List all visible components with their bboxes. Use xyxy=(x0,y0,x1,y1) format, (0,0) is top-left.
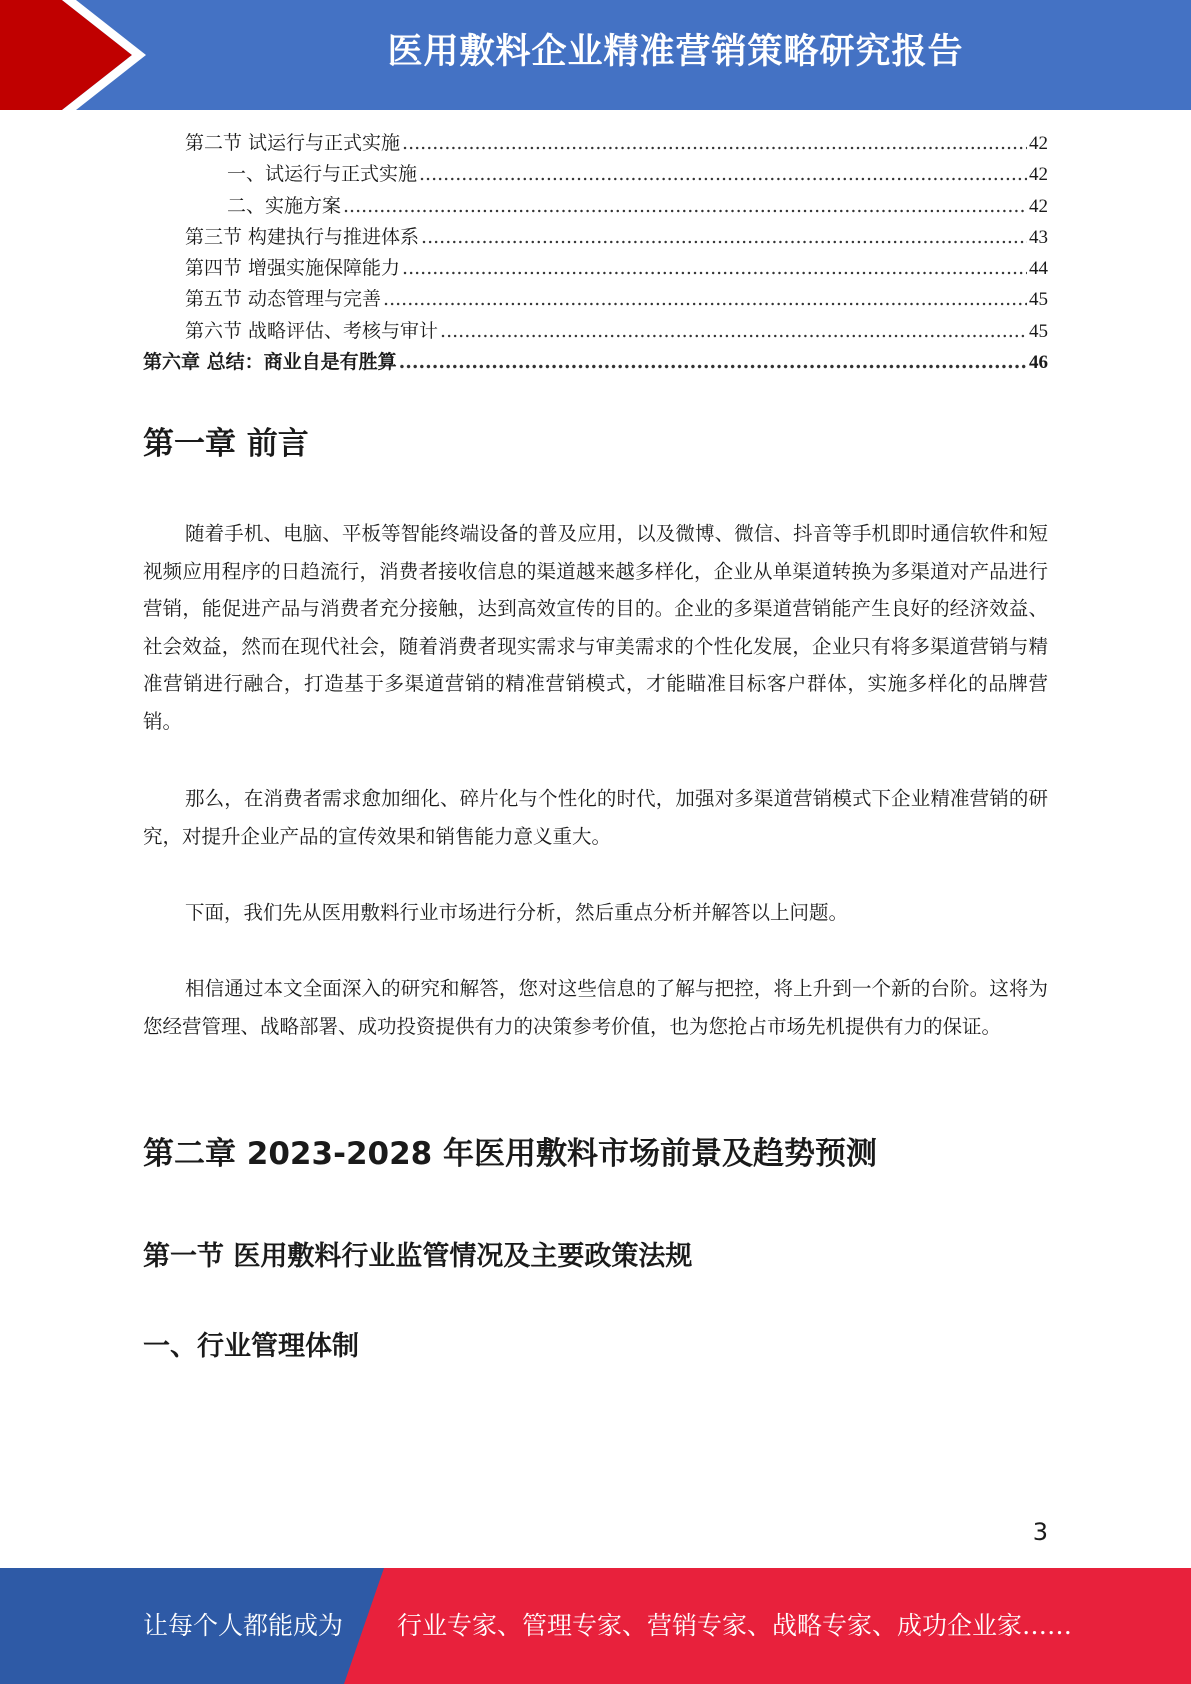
toc-entry[interactable] xyxy=(143,222,1048,253)
page-number: 3 xyxy=(1032,1518,1048,1546)
toc-entry-label: 第三节 构建执行与推进体系 xyxy=(185,225,420,248)
toc-entry[interactable] xyxy=(143,191,1048,222)
subsection-heading: 一、行业管理体制 xyxy=(143,1331,359,1362)
toc-entry-label: 一、试运行与正式实施 xyxy=(227,163,418,186)
paragraph: 相信通过本文全面深入的研究和解答，您对这些信息的了解与把控，将上升到一个新的台阶。这将为您经营管理、战略部署、成功投资提供有力的决策参考价值，也为您抢占市场先机提供有力的保证。 xyxy=(143,977,1048,1038)
toc-entry-page: 42 xyxy=(1029,164,1048,186)
toc-entry-page: 45 xyxy=(1029,289,1048,311)
toc-entry-page: 44 xyxy=(1029,258,1048,280)
toc-entry[interactable] xyxy=(143,284,1048,315)
toc-entry-label: 第六章 总结：商业自是有胜算 xyxy=(143,351,397,374)
toc-leader-dots xyxy=(419,163,1027,185)
toc-leader-dots xyxy=(402,132,1027,154)
toc-leader-dots xyxy=(383,288,1027,310)
toc-entry[interactable] xyxy=(143,159,1048,190)
toc-entry-page: 42 xyxy=(1029,133,1048,154)
toc-entry-label: 第四节 增强实施保障能力 xyxy=(185,257,401,280)
toc-entry-label: 第二节 试运行与正式实施 xyxy=(185,132,401,154)
footer-band xyxy=(0,1568,1191,1684)
toc-entry[interactable] xyxy=(143,347,1048,378)
footer-slogan-left: 让每个人都能成为 xyxy=(143,1611,344,1640)
toc-entry-page: 43 xyxy=(1029,226,1048,248)
chapter-heading: 第一章 前言 xyxy=(143,426,309,462)
paragraph: 那么，在消费者需求愈加细化、碎片化与个性化的时代，加强对多渠道营销模式下企业精准营销的研究，对提升企业产品的宣传效果和销售能力意义重大。 xyxy=(143,787,1048,848)
toc-entry-page: 46 xyxy=(1029,352,1048,374)
section-heading: 第一节 医用敷料行业监管情况及主要政策法规 xyxy=(143,1241,693,1272)
header-band xyxy=(0,0,1191,110)
table-of-contents xyxy=(143,128,1048,378)
chapter-heading: 第二章 2023-2028 年医用敷料市场前景及趋势预测 xyxy=(143,1136,878,1172)
toc-entry-label: 二、实施方案 xyxy=(227,194,342,217)
paragraph: 随着手机、电脑、平板等智能终端设备的普及应用，以及微博、微信、抖音等手机即时通信软件和短视频应用程序的日趋流行，消费者接收信息的渠道越来越多样化，企业从单渠道转换为多渠道对产品进行营销，能促进产品与消费者充分接触，达到高效宣传的目的。企业的多渠道营销能产生良好的经济效益、社会效益，然而在现代社会，随着消费者现实需求与审美需求的个性化发展，企业只有将多渠道营销与精准营销进行融合，打造基于多渠道营销的精准营销模式，才能瞄准目标客户群体，实施多样化的品牌营销。 xyxy=(143,522,1048,733)
toc-leader-dots xyxy=(399,351,1027,373)
toc-entry-label: 第五节 动态管理与完善 xyxy=(185,288,382,311)
toc-leader-dots xyxy=(402,257,1027,279)
toc-entry[interactable] xyxy=(143,128,1048,159)
toc-leader-dots xyxy=(421,226,1027,248)
toc-entry-page: 45 xyxy=(1029,320,1048,342)
toc-entry[interactable] xyxy=(143,316,1048,347)
report-title: 医用敷料企业精准营销策略研究报告 xyxy=(387,32,964,72)
toc-entry-page: 42 xyxy=(1029,195,1048,217)
toc-leader-dots xyxy=(440,320,1027,342)
toc-leader-dots xyxy=(343,195,1027,217)
chevron-arrow-icon xyxy=(0,0,160,110)
footer-slogan-right: 行业专家、管理专家、营销专家、战略专家、成功企业家…… xyxy=(397,1611,1073,1640)
toc-entry-label: 第六节 战略评估、考核与审计 xyxy=(185,319,439,342)
paragraph: 下面，我们先从医用敷料行业市场进行分析，然后重点分析并解答以上问题。 xyxy=(185,901,849,924)
toc-entry[interactable] xyxy=(143,253,1048,284)
